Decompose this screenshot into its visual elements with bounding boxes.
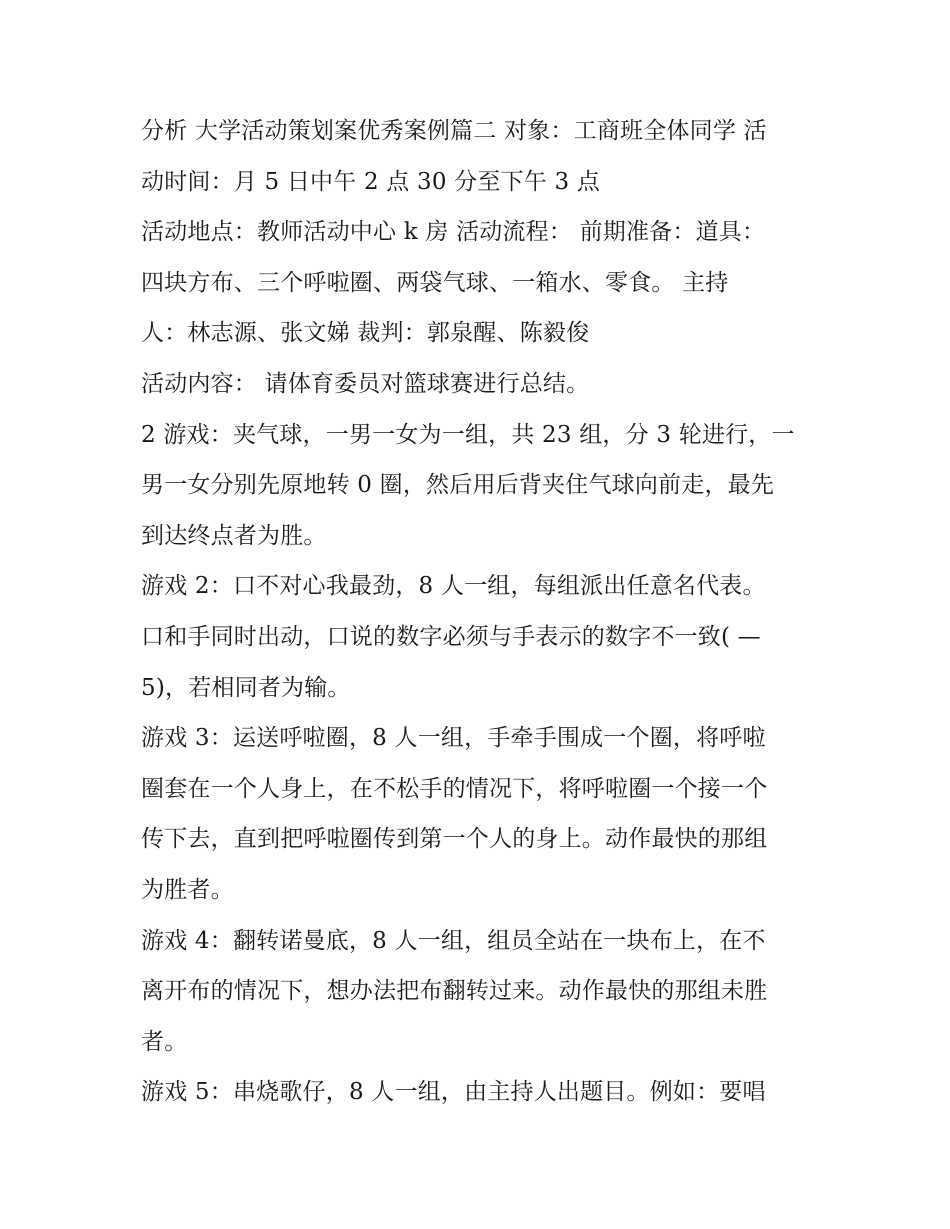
text-line: 动时间：月 5 日中午 2 点 30 分至下午 3 点 bbox=[141, 168, 601, 195]
text-line: 离开布的情况下，想办法把布翻转过来。动作最快的那组未胜 bbox=[141, 978, 768, 1005]
text-line: 四块方布、三个呼啦圈、两袋气球、一箱水、零食。 主持 bbox=[141, 269, 729, 296]
text-line: 活动内容： 请体育委员对篮球赛进行总结。 bbox=[141, 370, 590, 397]
body-text bbox=[141, 106, 821, 1118]
text-line: 游戏 3：运送呼啦圈，8 人一组，手牵手围成一个圈，将呼啦 bbox=[141, 725, 766, 752]
text-line: 男一女分别先原地转 0 圈，然后用后背夹住气球向前走，最先 bbox=[141, 472, 775, 499]
text-line: 分析 大学活动策划案优秀案例篇二 对象：工商班全体同学 活 bbox=[141, 118, 767, 144]
text-line: 人：林志源、张文娣 裁判：郭泉醒、陈毅俊 bbox=[141, 320, 590, 347]
text-line: 为胜者。 bbox=[141, 876, 234, 903]
text-line: 者。 bbox=[141, 1028, 188, 1055]
text-line: 活动地点：教师活动中心 k 房 活动流程： 前期准备：道具： bbox=[141, 219, 766, 246]
text-line: 游戏 4：翻转诺曼底，8 人一组，组员全站在一块布上，在不 bbox=[141, 927, 766, 954]
text-line: 圈套在一个人身上，在不松手的情况下，将呼啦圈一个接一个 bbox=[141, 775, 768, 802]
text-line: 游戏 5：串烧歌仔，8 人一组，由主持人出题目。例如：要唱 bbox=[141, 1079, 766, 1106]
text-line: 2 游戏：夹气球，一男一女为一组，共 23 组，分 3 轮进行，一 bbox=[141, 421, 795, 448]
text-line: 口和手同时出动，口说的数字必须与手表示的数字不一致( — bbox=[141, 623, 761, 650]
text-line: 游戏 2：口不对心我最劲，8 人一组，每组派出任意名代表。 bbox=[141, 573, 766, 600]
text-line: 5)，若相同者为输。 bbox=[141, 674, 351, 701]
text-line: 传下去，直到把呼啦圈传到第一个人的身上。动作最快的那组 bbox=[141, 826, 768, 853]
text-line: 到达终点者为胜。 bbox=[141, 522, 327, 549]
